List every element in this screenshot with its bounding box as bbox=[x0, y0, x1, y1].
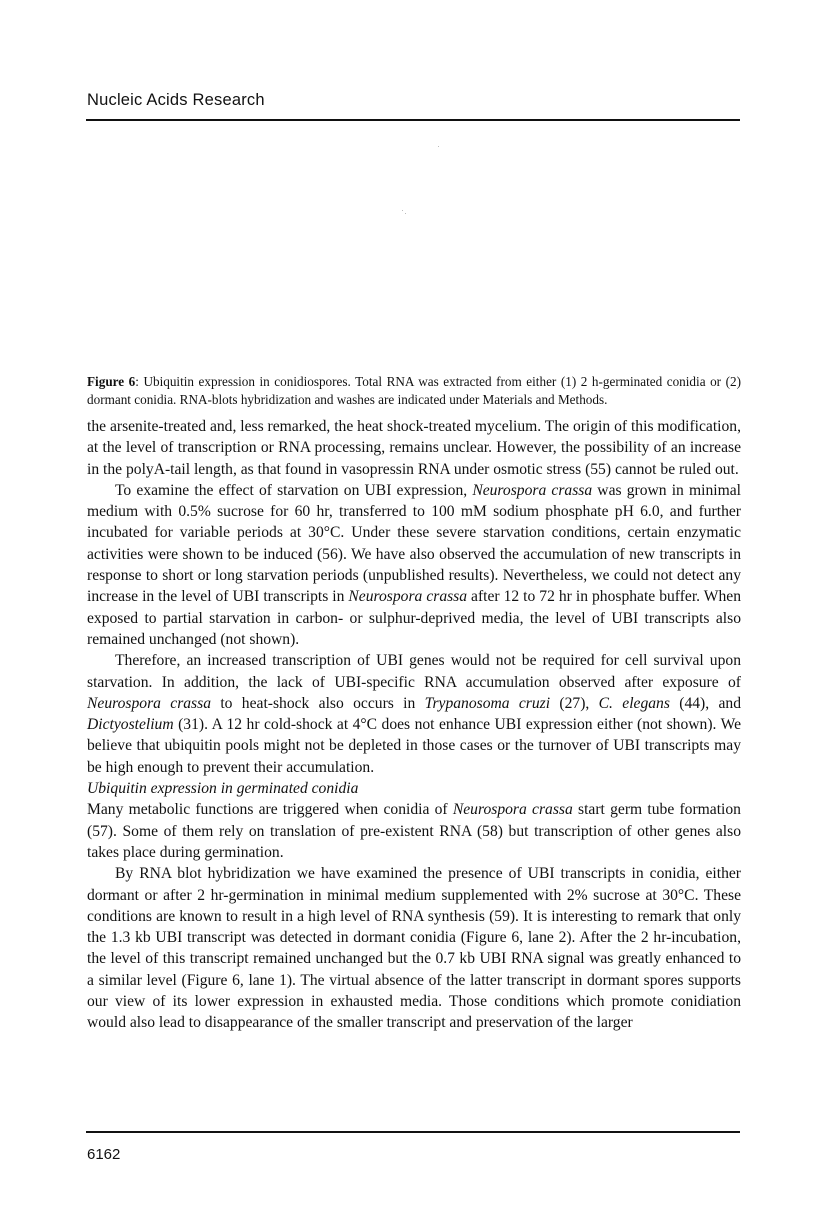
scan-speck bbox=[402, 210, 403, 211]
species-name: Neurospora crassa bbox=[472, 481, 593, 499]
paragraph-1: the arsenite-treated and, less remarked, the heat shock-treated mycelium. The origin of this modification, at the level of transcription or RNA processing, remains unclear. However, the possibility of an increase in the polyA-tail length, as that found in vasopressin RNA under osmotic stress (55) cannot be ruled out. bbox=[87, 418, 741, 478]
text-run: To examine the effect of starvation on UBI expression, bbox=[115, 481, 473, 499]
text-run: (31). A 12 hr cold-shock at 4°C does not enhance UBI expression either (not shown). We believe that ubiquitin pools might not be depleted in those cases or the turnover of UBI transcripts may be high enough to prevent their accumulation. bbox=[87, 716, 741, 776]
text-run: Therefore, an increased transcription of UBI genes would not be required for cell survival upon starvation. In addition, the lack of UBI-specific RNA accumulation observed after exposure of bbox=[87, 652, 741, 691]
species-name: Neurospora crassa bbox=[452, 801, 573, 819]
text-run: was grown in minimal medium with 0.5% sucrose for 60 hr, transferred to 100 mM sodium phosphate pH 6.0, and further incubated for variable periods at 30°C. Under these severe starvation conditions, certain enzymatic activities were shown to be induced (56). We have also observed the accumulation of new transcripts in response to short or long starvation periods (unpublished results). Nevertheless, we could not detect any increase in the level of UBI transcripts in bbox=[87, 481, 741, 606]
species-name: Neurospora crassa bbox=[348, 588, 468, 606]
text-run: Many metabolic functions are triggered when conidia of bbox=[87, 801, 453, 819]
text-run: (44), and bbox=[669, 694, 741, 712]
text-run: (27), bbox=[550, 694, 599, 712]
paragraph-5: By RNA blot hybridization we have examined the presence of UBI transcripts in conidia, either dormant or after 2 hr-germination in minimal medium supplemented with 2% sucrose at 30°C. These conditions are known to result in a high level of RNA synthesis (59). It is interesting to remark that only the 1.3 kb UBI transcript was detected in dormant conidia (Figure 6, lane 2). After the 2 hr-incubation, the level of this transcript remained unchanged but the 0.7 kb UBI RNA signal was greatly enhanced to a similar level (Figure 6, lane 1). The virtual absence of the latter transcript in dormant spores supports our view of its lower expression in exhausted media. Those conditions which promote conidiation would also lead to disappearance of the smaller transcript and preservation of the larger bbox=[87, 865, 741, 1032]
figure-caption-text: : Ubiquitin expression in conidiospores. Total RNA was extracted from either (1) 2 h-germinated conidia or (2) dormant conidia. RNA-blots hybridization and washes are indicated under Materials and Methods. bbox=[87, 374, 741, 407]
text-run: start germ tube formation (57). Some of them rely on translation of pre-existent RNA (58) but transcription of other genes also takes place during germination. bbox=[87, 801, 741, 861]
text-run: after 12 to 72 hr in phosphate buffer. When exposed to partial starvation in carbon- or sulphur-deprived media, the level of UBI transcripts also remained unchanged (not shown). bbox=[87, 588, 741, 648]
scan-speck bbox=[438, 146, 439, 147]
footer-rule bbox=[86, 1131, 740, 1133]
species-name: C. elegans bbox=[598, 694, 670, 712]
figure-caption bbox=[87, 373, 741, 408]
section-heading: Ubiquitin expression in germinated conidia bbox=[87, 780, 359, 798]
figure-label: Figure 6 bbox=[87, 374, 136, 389]
text-run: to heat-shock also occurs in bbox=[211, 694, 425, 712]
species-name: Trypanosoma cruzi bbox=[424, 694, 551, 712]
species-name: Dictyostelium bbox=[87, 716, 174, 734]
paragraph-4 bbox=[87, 799, 741, 863]
running-head-journal: Nucleic Acids Research bbox=[87, 91, 265, 109]
header-rule bbox=[86, 119, 740, 121]
page-number: 6162 bbox=[87, 1146, 121, 1163]
scan-speck bbox=[405, 213, 406, 214]
species-name: Neurospora crassa bbox=[87, 694, 211, 712]
body-text bbox=[87, 416, 741, 1034]
paragraph-2 bbox=[87, 480, 741, 650]
paragraph-3 bbox=[87, 650, 741, 778]
